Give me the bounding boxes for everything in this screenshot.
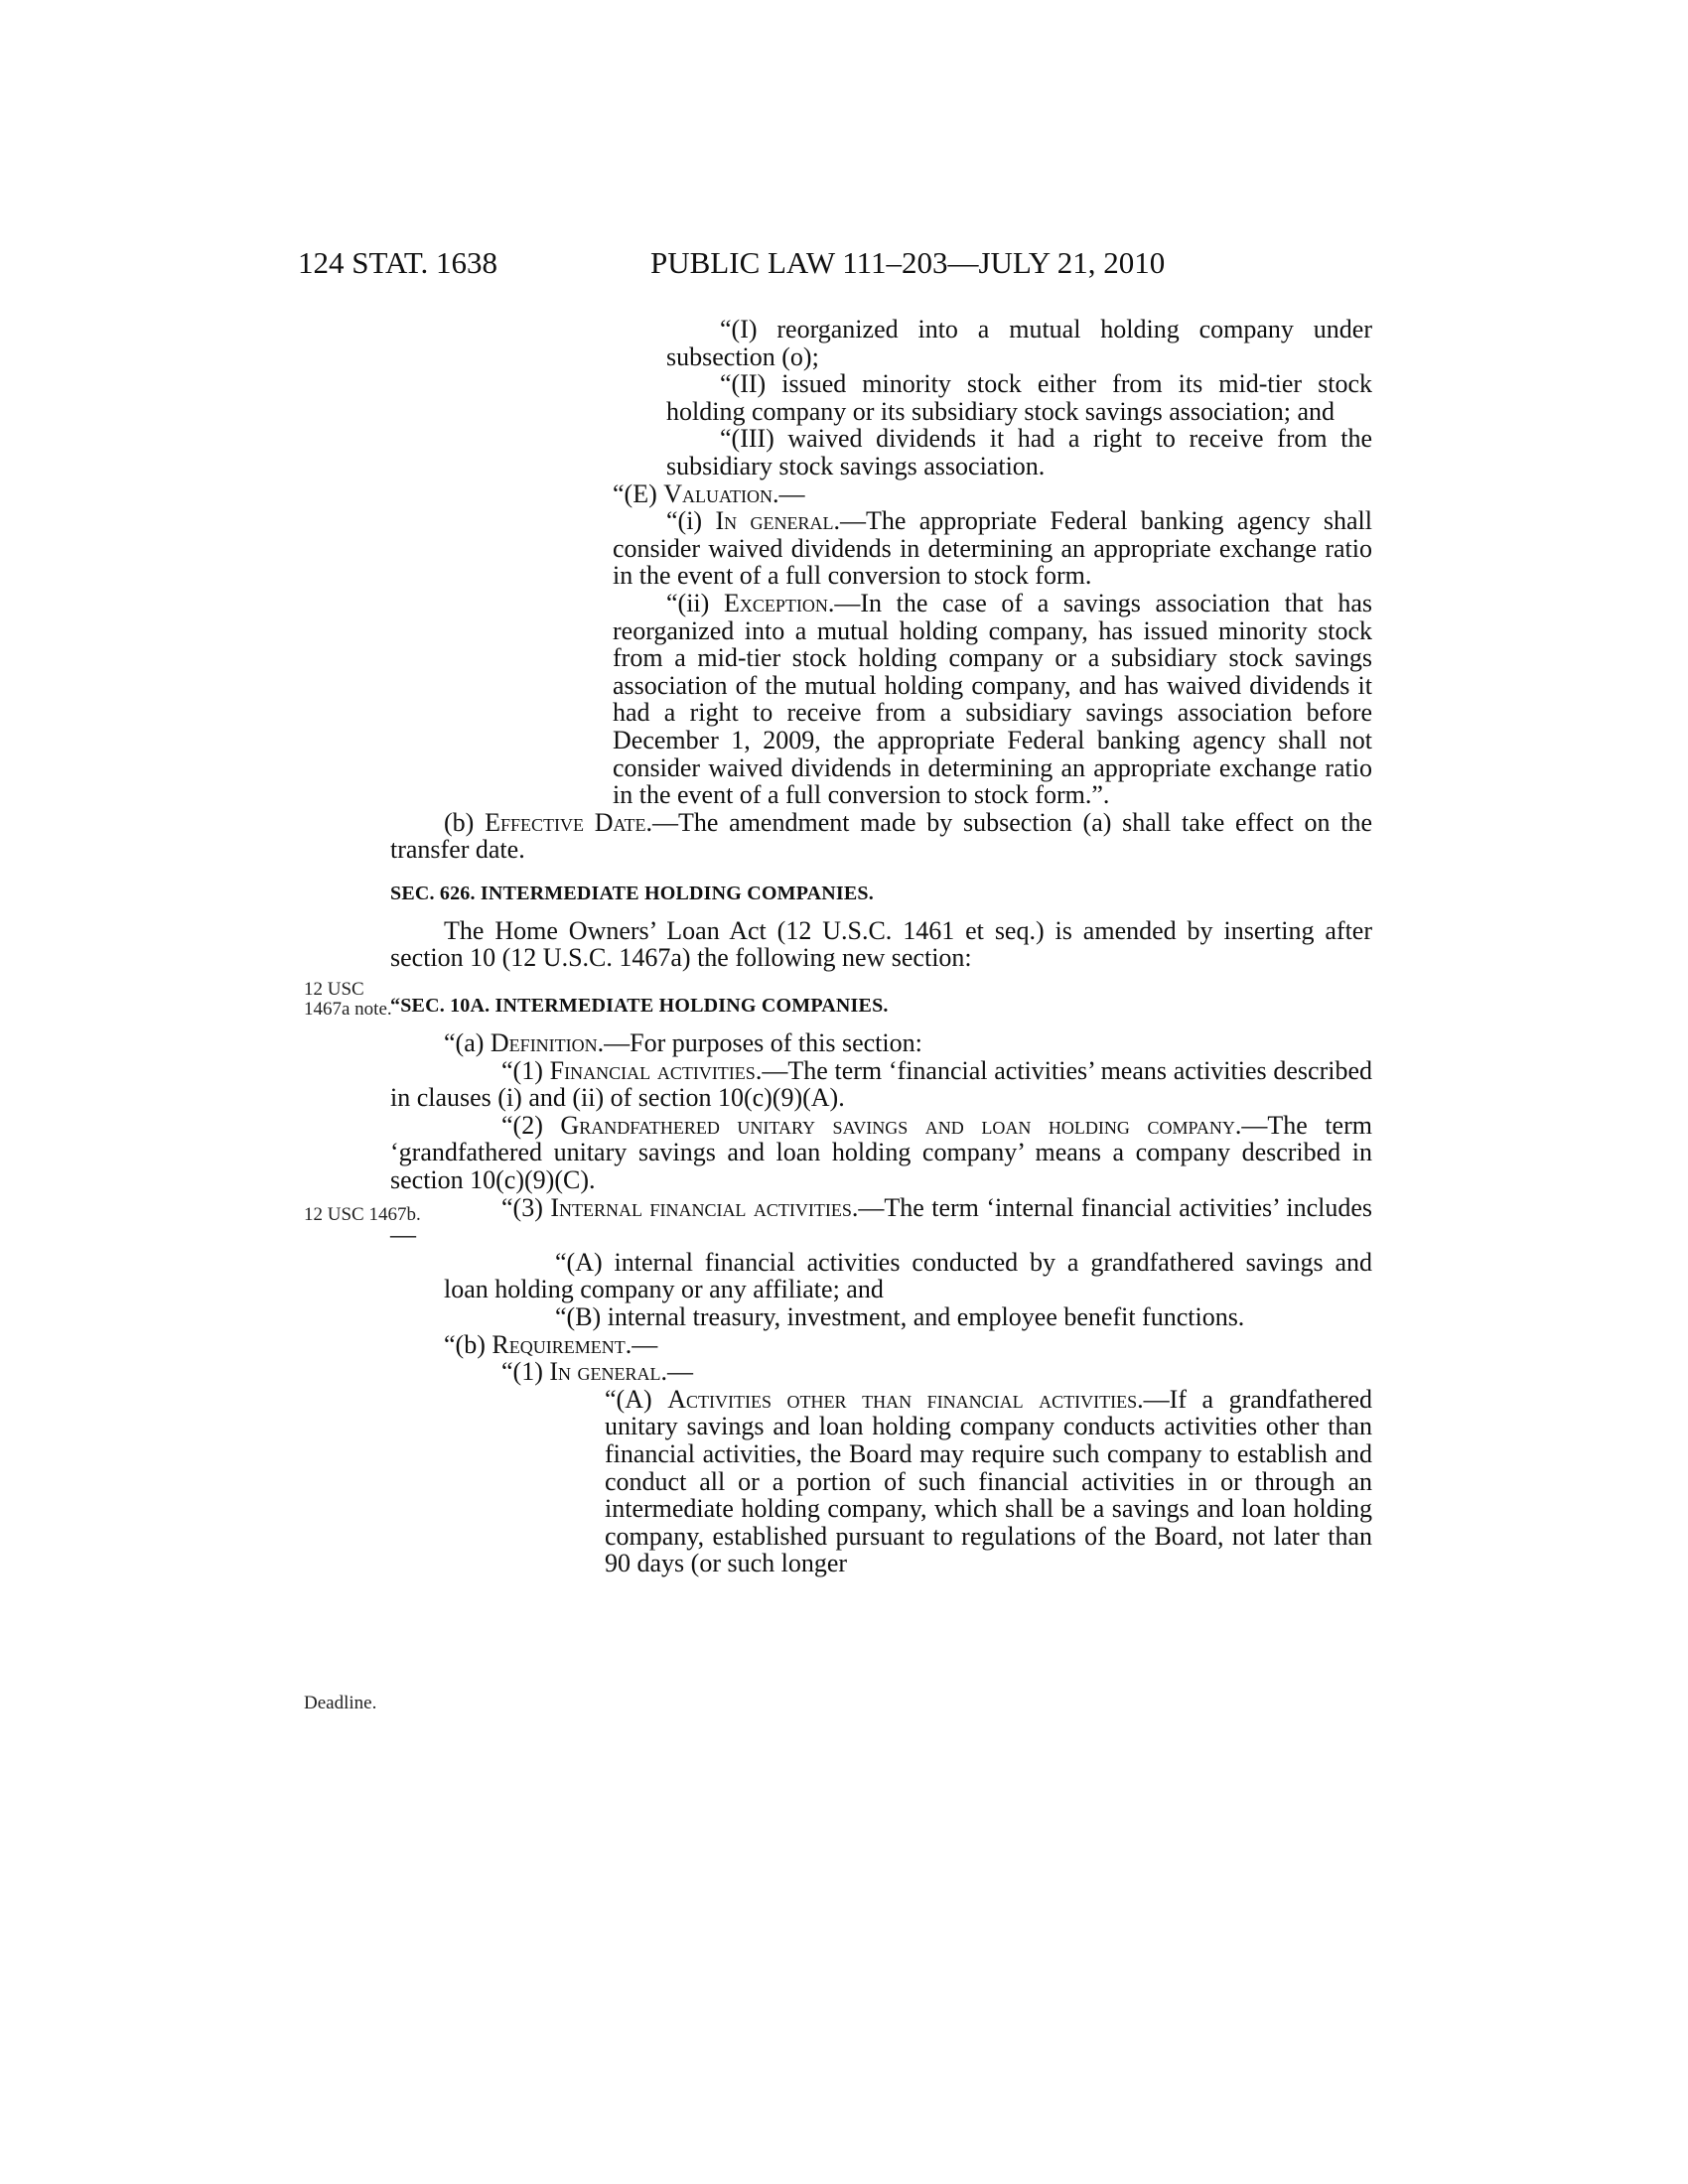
- running-header: [298, 245, 1370, 285]
- page-folio: 124 STAT. 1638: [298, 245, 498, 280]
- run-in-heading: Exception: [723, 588, 828, 617]
- run-in-heading: Activities other than financial activities: [667, 1384, 1138, 1414]
- paragraph: “(E) Valuation.—: [613, 478, 805, 508]
- paragraph: “(i) In general.—The appropriate Federal banking agency shall consider waived dividends in determining an appropriate exchange ratio in the event of a full conversion to stock form.: [613, 506, 1372, 591]
- section-heading: “SEC. 10A. INTERMEDIATE HOLDING COMPANIES.: [390, 995, 889, 1018]
- paragraph: “(a) Definition.—For purposes of this section:: [444, 1028, 922, 1058]
- paragraph: “(2) Grandfathered unitary savings and loan holding company.—The term ‘grandfathered unitary savings and loan holding company’ means a company described in section 10(c)(9)(C).: [390, 1110, 1372, 1195]
- paragraph: “(ii) Exception.—In the case of a savings association that has reorganized into a mutual holding company, has issued minority stock from a mid-tier stock holding company or a subsidiary stock savings association of the mutual holding company, and has waived dividends it had a right to receive from a subsidiary savings association before December 1, 2009, the appropriate Federal banking agency shall not consider waived dividends in determining an appropriate exchange ratio in the event of a full conversion to stock form.”.: [613, 588, 1372, 810]
- paragraph: “(A) internal financial activities conducted by a grandfathered savings and loan holding company or any affiliate; and: [444, 1247, 1372, 1304]
- run-in-heading: Internal financial activities: [550, 1192, 852, 1222]
- paragraph: “(A) Activities other than financial activities.—If a grandfathered unitary savings and loan holding company conducts activities other than financial activities, the Board may require such company to establish and conduct all or a portion of such financial activities in or through an intermediate holding company, which shall be a savings and loan holding company, established pursuant to regulations of the Board, not later than 90 days (or such longer: [605, 1384, 1373, 1578]
- paragraph: “(3) Internal financial activities.—The term ‘internal financial activities’ includes—: [390, 1192, 1372, 1250]
- paragraph: “(b) Requirement.—: [444, 1329, 658, 1359]
- paragraph: The Home Owners’ Loan Act (12 U.S.C. 1461 et seq.) is amended by inserting after section 10 (12 U.S.C. 1467a) the following new section:: [390, 915, 1372, 973]
- run-in-heading: Definition: [490, 1028, 598, 1058]
- run-in-heading: Grandfathered unitary savings and loan holding company: [560, 1110, 1235, 1140]
- run-in-heading: Effective Date: [485, 807, 646, 837]
- run-in-heading: In general: [549, 1357, 661, 1387]
- body-text: [390, 315, 1373, 1578]
- paragraph: (b) Effective Date.—The amendment made by subsection (a) shall take effect on the transfer date.: [390, 807, 1372, 865]
- page-title: PUBLIC LAW 111–203—JULY 21, 2010: [650, 245, 1166, 280]
- paragraph: “(II) issued minority stock either from its mid-tier stock holding company or its subsidiary stock savings association; and: [666, 369, 1372, 426]
- run-in-heading: Requirement: [492, 1329, 626, 1359]
- section-heading: SEC. 626. INTERMEDIATE HOLDING COMPANIES.: [390, 882, 874, 904]
- margin-note-usc-1467a: 12 USC 1467a note.: [304, 979, 392, 1020]
- paragraph: “(III) waived dividends it had a right to receive from the subsidiary stock savings association.: [666, 424, 1372, 480]
- run-in-heading: In general: [715, 506, 834, 536]
- paragraph: “(B) internal treasury, investment, and employee benefit functions.: [555, 1302, 1245, 1331]
- margin-note-deadline: Deadline.: [304, 1693, 377, 1713]
- run-in-heading: Financial activities: [549, 1055, 756, 1085]
- run-in-heading: Valuation: [663, 478, 774, 508]
- paragraph: “(1) In general.—: [501, 1357, 694, 1387]
- margin-note-usc-1467b: 12 USC 1467b.: [304, 1204, 421, 1225]
- paragraph: “(I) reorganized into a mutual holding company under subsection (o);: [666, 315, 1372, 371]
- paragraph: “(1) Financial activities.—The term ‘financial activities’ means activities described in clauses (i) and (ii) of section 10(c)(9)(A).: [390, 1055, 1372, 1113]
